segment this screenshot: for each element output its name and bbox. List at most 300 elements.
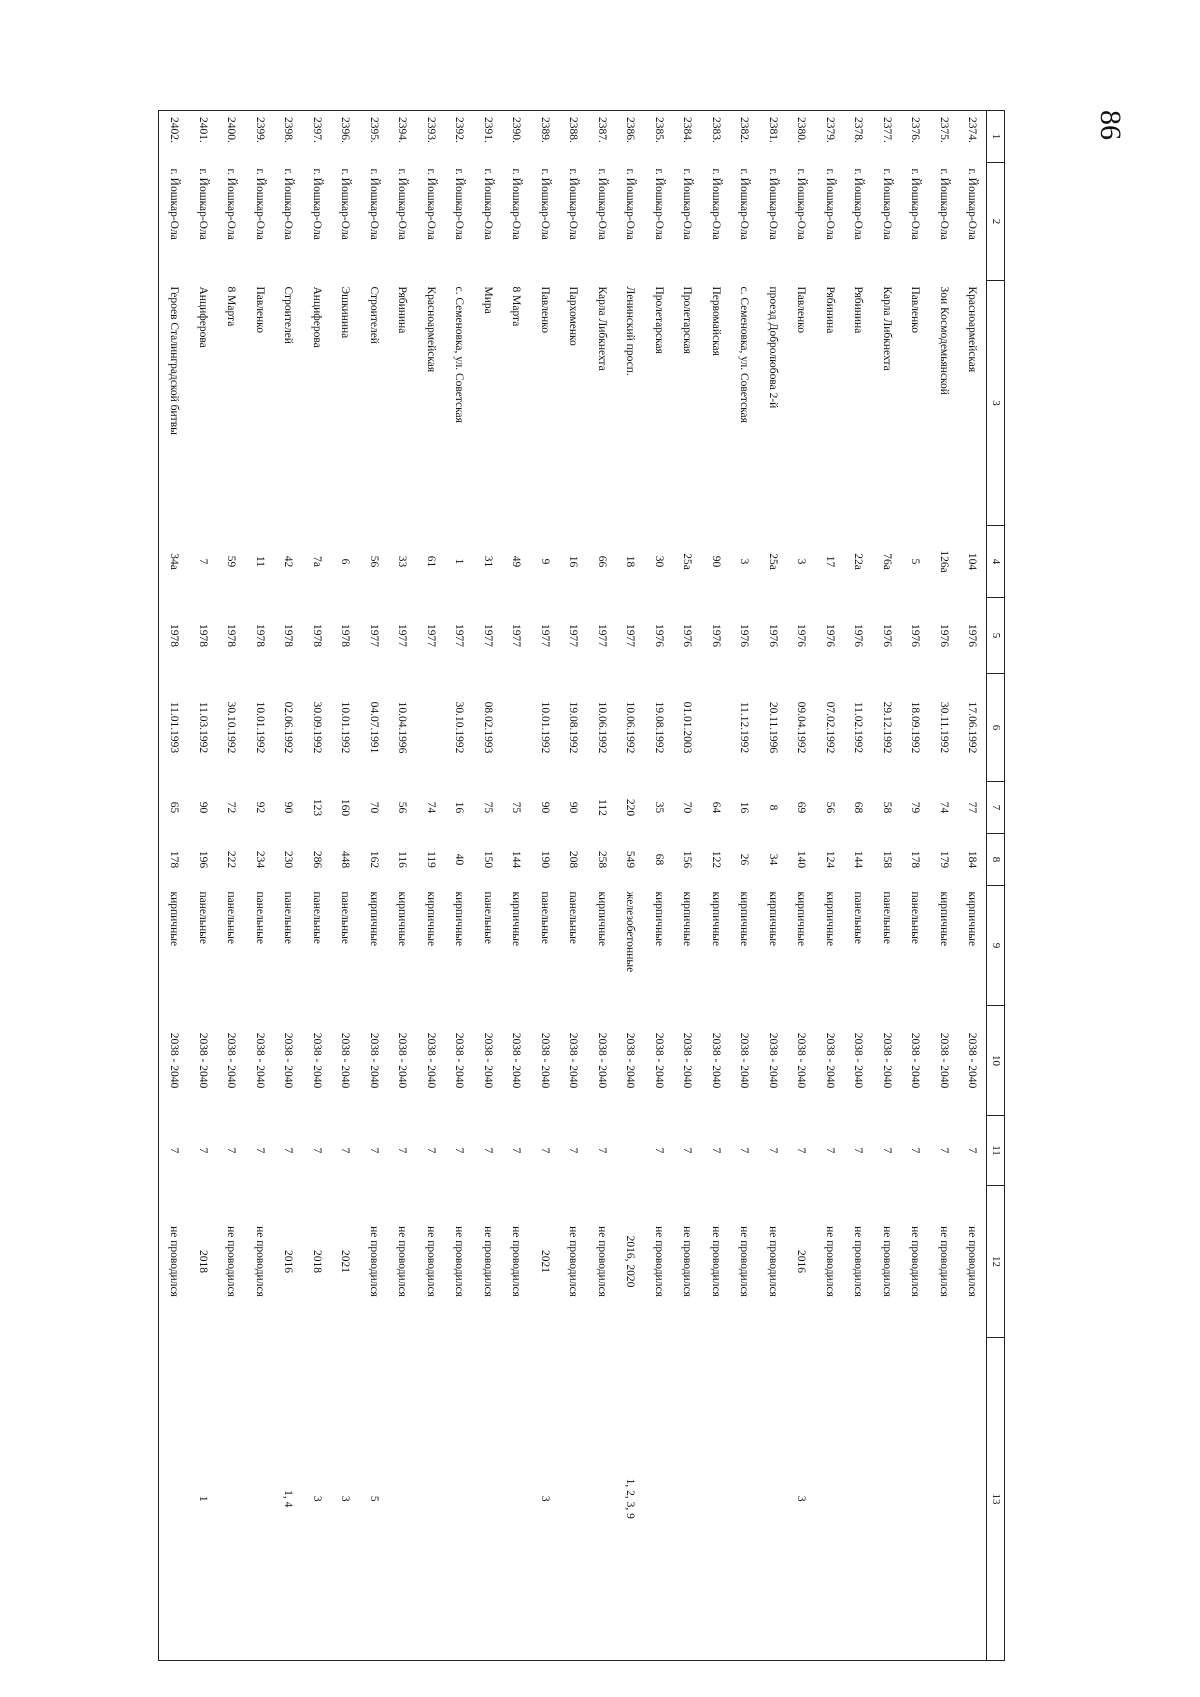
column-number-12: 12 (987, 1186, 1005, 1338)
column-number-1: 1 (987, 111, 1005, 163)
cell-value-11: 7 (310, 1147, 323, 1154)
cell-city: г. Йошкар-Ола (367, 168, 380, 240)
cell-wall-material: панельные (339, 891, 352, 944)
table-row (274, 111, 303, 1661)
cell-repair-year: не проводился (481, 1226, 494, 1297)
cell-value-8: 34 (766, 853, 779, 866)
cell-street: Рябинина (823, 286, 836, 334)
cell-row-number: 2401. (188, 111, 217, 163)
cell-date: 10.06.1992 (624, 701, 637, 754)
cell-wall-material: кирпичные (424, 891, 437, 947)
cell-city: г. Йошкар-Ола (766, 168, 779, 240)
cell-row-number: 2388. (559, 111, 588, 163)
cell-value-7: 112 (595, 799, 608, 816)
cell-row-number: 2385. (644, 111, 673, 163)
cell-house-number: 59 (225, 555, 238, 568)
cell-house-number: 49 (510, 555, 523, 568)
cell-year-built: 1977 (481, 624, 494, 647)
cell-house-number: 9 (538, 558, 551, 565)
cell-repair-year: не проводился (595, 1226, 608, 1297)
table-row (758, 111, 787, 1661)
cell-notes (559, 1338, 588, 1661)
cell-value-11: 7 (481, 1147, 494, 1154)
cell-value-11: 7 (909, 1147, 922, 1154)
cell-date: 04.07.1991 (367, 701, 380, 754)
cell-value-7: 79 (909, 801, 922, 814)
cell-date: 17.06.1992 (966, 701, 979, 754)
table-row (730, 111, 759, 1661)
cell-row-number: 2375. (929, 111, 958, 163)
table-row (359, 111, 388, 1661)
cell-year-built: 1978 (225, 624, 238, 647)
cell-year-built: 1977 (595, 624, 608, 647)
cell-value-7: 16 (453, 801, 466, 814)
cell-house-number: 22а (852, 553, 865, 570)
cell-value-7: 64 (709, 801, 722, 814)
cell-notes (758, 1338, 787, 1661)
cell-house-number: 3 (738, 558, 751, 565)
cell-row-number: 2395. (359, 111, 388, 163)
cell-notes (217, 1338, 246, 1661)
cell-wall-material: панельные (481, 891, 494, 944)
cell-period: 2038 - 2040 (538, 1032, 551, 1089)
cell-wall-material: кирпичные (367, 891, 380, 947)
cell-value-8: 158 (880, 850, 893, 869)
cell-wall-material: кирпичные (453, 891, 466, 947)
cell-value-7: 160 (339, 798, 352, 817)
table-row (159, 111, 188, 1661)
cell-row-number: 2386. (616, 111, 645, 163)
cell-row-number: 2378. (844, 111, 873, 163)
cell-repair-year: не проводился (253, 1226, 266, 1297)
cell-value-11: 7 (225, 1147, 238, 1154)
cell-period: 2038 - 2040 (852, 1032, 865, 1089)
cell-value-7: 74 (424, 801, 437, 814)
cell-value-8: 208 (567, 850, 580, 869)
cell-date: 10.01.1992 (339, 701, 352, 754)
cell-row-number: 2391. (473, 111, 502, 163)
cell-house-number: 90 (709, 555, 722, 568)
cell-value-8: 196 (196, 850, 209, 869)
cell-notes: 1, 4 (274, 1338, 303, 1661)
cell-city: г. Йошкар-Ола (595, 168, 608, 240)
cell-repair-year: 2021 (339, 1250, 352, 1273)
cell-value-8: 179 (937, 850, 950, 869)
cell-city: г. Йошкар-Ола (310, 168, 323, 240)
cell-street: Павленко (538, 286, 551, 333)
cell-wall-material: панельные (567, 891, 580, 944)
cell-notes: 3 (302, 1338, 331, 1661)
table-row (587, 111, 616, 1661)
cell-value-7: 75 (481, 801, 494, 814)
cell-street: Рябинина (396, 286, 409, 334)
cell-repair-year: не проводился (225, 1226, 238, 1297)
cell-notes (958, 1338, 987, 1661)
cell-wall-material: кирпичные (937, 891, 950, 947)
cell-street: Павленко (909, 286, 922, 333)
cell-value-11: 7 (795, 1147, 808, 1154)
cell-city: г. Йошкар-Ола (282, 168, 295, 240)
table-row (473, 111, 502, 1661)
cell-date: 11.01.1993 (159, 674, 188, 782)
cell-wall-material: панельные (538, 891, 551, 944)
cell-value-11: 7 (538, 1147, 551, 1154)
column-number-13: 13 (987, 1338, 1005, 1661)
cell-row-number: 2393. (416, 111, 445, 163)
cell-street: 8 Марта (510, 286, 523, 327)
cell-value-11: 7 (253, 1147, 266, 1154)
cell-city: г. Йошкар-Ола (681, 168, 694, 240)
cell-date: 11.03.1992 (196, 701, 209, 754)
cell-notes (445, 1338, 474, 1661)
cell-wall-material: панельные (880, 891, 893, 944)
cell-value-8: 230 (282, 850, 295, 869)
cell-date: 02.06.1992 (282, 701, 295, 754)
cell-wall-material: кирпичные (159, 886, 188, 1006)
cell-wall-material: кирпичные (709, 891, 722, 947)
cell-value-8: 178 (159, 834, 188, 886)
cell-value-11: 7 (652, 1147, 665, 1154)
cell-street: Пролетарская (681, 286, 694, 354)
table-row (188, 111, 217, 1661)
cell-wall-material: железобетонные (624, 891, 637, 973)
cell-value-7: 35 (652, 801, 665, 814)
cell-value-7: 56 (396, 801, 409, 814)
cell-repair-year: не проводился (966, 1226, 979, 1297)
cell-house-number: 34а (159, 526, 188, 598)
cell-repair-year: не проводился (367, 1226, 380, 1297)
column-number-9: 9 (987, 886, 1005, 1006)
cell-street: Пархоменко (567, 286, 580, 346)
cell-city: г. Йошкар-Ола (159, 163, 188, 281)
cell-period: 2038 - 2040 (966, 1032, 979, 1089)
cell-notes (388, 1338, 417, 1661)
cell-year-built: 1976 (652, 624, 665, 647)
cell-wall-material: кирпичные (738, 891, 751, 947)
cell-period: 2038 - 2040 (367, 1032, 380, 1089)
cell-value-7: 90 (567, 801, 580, 814)
cell-wall-material: кирпичные (510, 891, 523, 947)
cell-value-7: 75 (510, 801, 523, 814)
cell-year-built: 1978 (339, 624, 352, 647)
cell-value-11: 7 (196, 1147, 209, 1154)
cell-notes (673, 1338, 702, 1661)
cell-year-built: 1976 (880, 624, 893, 647)
cell-wall-material: кирпичные (966, 891, 979, 947)
cell-row-number: 2398. (274, 111, 303, 163)
cell-value-7: 56 (823, 801, 836, 814)
table-row (844, 111, 873, 1661)
cell-city: г. Йошкар-Ола (709, 168, 722, 240)
cell-notes (701, 1338, 730, 1661)
cell-wall-material: кирпичные (595, 891, 608, 947)
cell-value-8: 116 (396, 851, 409, 868)
cell-repair-year: не проводился (880, 1226, 893, 1297)
cell-period: 2038 - 2040 (567, 1032, 580, 1089)
cell-year-built: 1978 (253, 624, 266, 647)
cell-city: г. Йошкар-Ола (510, 168, 523, 240)
cell-date: 30.11.1992 (937, 701, 950, 754)
cell-row-number: 2377. (872, 111, 901, 163)
cell-wall-material: кирпичные (823, 891, 836, 947)
cell-period: 2038 - 2040 (453, 1032, 466, 1089)
cell-period: 2038 - 2040 (738, 1032, 751, 1089)
cell-repair-year: не проводился (510, 1226, 523, 1297)
cell-house-number: 11 (253, 555, 266, 568)
cell-value-8: 190 (538, 850, 551, 869)
cell-year-built: 1977 (453, 624, 466, 647)
cell-value-7: 8 (766, 804, 779, 811)
cell-city: г. Йошкар-Ола (624, 168, 637, 240)
cell-street: Пролетарская (652, 286, 665, 354)
table-row (787, 111, 816, 1661)
table-row (644, 111, 673, 1661)
cell-period: 2038 - 2040 (225, 1032, 238, 1089)
cell-date: 10.01.1992 (253, 701, 266, 754)
cell-house-number: 18 (624, 555, 637, 568)
cell-notes (416, 1338, 445, 1661)
cell-street: Карла Либкнехта (880, 286, 893, 371)
cell-city: г. Йошкар-Ола (538, 168, 551, 240)
cell-value-8: 122 (709, 850, 722, 869)
cell-city: г. Йошкар-Ола (196, 168, 209, 240)
cell-value-7: 16 (738, 801, 751, 814)
cell-value-11: 7 (424, 1147, 437, 1154)
cell-year-built: 1976 (795, 624, 808, 647)
cell-period: 2038 - 2040 (652, 1032, 665, 1089)
cell-value-8: 234 (253, 850, 266, 869)
cell-date: 11.12.1992 (738, 701, 751, 754)
cell-value-8: 144 (510, 850, 523, 869)
cell-date: 01.01.2003 (681, 701, 694, 754)
cell-period: 2038 - 2040 (424, 1032, 437, 1089)
cell-period: 2038 - 2040 (481, 1032, 494, 1089)
cell-repair-year: не проводился (424, 1226, 437, 1297)
cell-value-8: 124 (823, 850, 836, 869)
cell-date: 20.11.1996 (766, 701, 779, 754)
column-number-row (987, 111, 1005, 1661)
cell-city: г. Йошкар-Ола (339, 168, 352, 240)
cell-value-8: 178 (909, 850, 922, 869)
cell-house-number: 25а (681, 553, 694, 570)
cell-street: Первомайская (709, 286, 722, 356)
table-body (159, 111, 987, 1661)
cell-house-number: 7а (310, 556, 323, 567)
cell-row-number: 2402. (159, 111, 188, 163)
cell-city: г. Йошкар-Ола (481, 168, 494, 240)
cell-repair-year: 2016 (795, 1250, 808, 1273)
cell-period: 2038 - 2040 (510, 1032, 523, 1089)
cell-notes: 1, 2, 3, 9 (616, 1338, 645, 1661)
cell-period: 2038 - 2040 (681, 1032, 694, 1089)
cell-value-8: 68 (652, 853, 665, 866)
column-number-5: 5 (987, 598, 1005, 674)
cell-value-8: 286 (310, 850, 323, 869)
cell-house-number: 56 (367, 555, 380, 568)
cell-house-number: 30 (652, 555, 665, 568)
cell-notes (159, 1338, 188, 1661)
cell-value-11 (616, 1116, 645, 1186)
cell-row-number: 2399. (245, 111, 274, 163)
table-row (502, 111, 531, 1661)
cell-date (416, 674, 445, 782)
cell-city: г. Йошкар-Ола (852, 168, 865, 240)
cell-value-8: 119 (424, 851, 437, 868)
cell-value-11: 7 (709, 1147, 722, 1154)
cell-value-11: 7 (880, 1147, 893, 1154)
cell-street: Карла Либкнехта (595, 286, 608, 371)
cell-city: г. Йошкар-Ола (909, 168, 922, 240)
cell-notes: 1 (188, 1338, 217, 1661)
cell-period: 2038 - 2040 (310, 1032, 323, 1089)
cell-notes (844, 1338, 873, 1661)
cell-value-7: 92 (253, 801, 266, 814)
cell-row-number: 2389. (530, 111, 559, 163)
table-row (245, 111, 274, 1661)
cell-date: 29.12.1992 (880, 701, 893, 754)
cell-row-number: 2381. (758, 111, 787, 163)
cell-city: г. Йошкар-Ола (738, 168, 751, 240)
cell-house-number: 7 (196, 558, 209, 565)
cell-period: 2038 - 2040 (709, 1032, 722, 1089)
cell-house-number: 25а (766, 553, 779, 570)
cell-wall-material: панельные (310, 891, 323, 944)
cell-wall-material: панельные (225, 891, 238, 944)
table-row (901, 111, 930, 1661)
cell-city: г. Йошкар-Ола (823, 168, 836, 240)
cell-repair-year: не проводился (709, 1226, 722, 1297)
cell-wall-material: кирпичные (766, 891, 779, 947)
cell-row-number: 2390. (502, 111, 531, 163)
cell-value-11: 7 (567, 1147, 580, 1154)
cell-notes (473, 1338, 502, 1661)
cell-date: 11.02.1992 (852, 701, 865, 754)
housing-table (159, 110, 1006, 1661)
cell-value-8: 549 (624, 850, 637, 869)
cell-street: Ленинский просп. (624, 286, 637, 376)
cell-repair-year: 2016, 2020 (624, 1235, 637, 1288)
cell-row-number: 2397. (302, 111, 331, 163)
cell-year-built: 1977 (538, 624, 551, 647)
table-row (217, 111, 246, 1661)
cell-year-built: 1977 (424, 624, 437, 647)
cell-house-number: 6 (339, 558, 352, 565)
cell-year-built: 1976 (909, 624, 922, 647)
cell-period: 2038 - 2040 (253, 1032, 266, 1089)
table-row (929, 111, 958, 1661)
cell-value-11: 7 (966, 1147, 979, 1154)
cell-wall-material: панельные (253, 891, 266, 944)
column-number-6: 6 (987, 674, 1005, 782)
cell-value-8: 26 (738, 853, 751, 866)
cell-value-7: 77 (966, 801, 979, 814)
cell-date (502, 674, 531, 782)
cell-notes: 5 (359, 1338, 388, 1661)
table-row (673, 111, 702, 1661)
cell-row-number: 2374. (958, 111, 987, 163)
cell-value-7: 74 (937, 801, 950, 814)
cell-value-7: 58 (880, 801, 893, 814)
cell-period: 2038 - 2040 (909, 1032, 922, 1089)
cell-row-number: 2392. (445, 111, 474, 163)
cell-repair-year: не проводился (681, 1226, 694, 1297)
cell-year-built: 1976 (681, 624, 694, 647)
cell-notes: 3 (787, 1338, 816, 1661)
cell-row-number: 2394. (388, 111, 417, 163)
cell-period: 2038 - 2040 (339, 1032, 352, 1089)
column-number-8: 8 (987, 834, 1005, 886)
cell-year-built: 1978 (310, 624, 323, 647)
cell-street: Павленко (795, 286, 808, 333)
cell-city: г. Йошкар-Ола (567, 168, 580, 240)
cell-date: 10.04.1996 (396, 701, 409, 754)
cell-street: 8 Марта (225, 286, 238, 327)
cell-date: 08.02.1993 (481, 701, 494, 754)
cell-value-7: 90 (196, 801, 209, 814)
cell-year-built: 1976 (738, 624, 751, 647)
table-row (530, 111, 559, 1661)
cell-city: г. Йошкар-Ола (795, 168, 808, 240)
cell-city: г. Йошкар-Ола (253, 168, 266, 240)
cell-repair-year: не проводился (567, 1226, 580, 1297)
cell-period: 2038 - 2040 (624, 1032, 637, 1089)
cell-wall-material: кирпичные (681, 891, 694, 947)
cell-date: 30.10.1992 (453, 701, 466, 754)
cell-period: 2038 - 2040 (823, 1032, 836, 1089)
column-number-4: 4 (987, 526, 1005, 598)
cell-notes (245, 1338, 274, 1661)
cell-value-7: 69 (795, 801, 808, 814)
cell-street: Красноармейская (424, 286, 437, 373)
cell-row-number: 2380. (787, 111, 816, 163)
cell-city: г. Йошкар-Ола (424, 168, 437, 240)
cell-value-8: 150 (481, 850, 494, 869)
cell-street: проезд Добролюбова 2-й (766, 286, 779, 409)
cell-wall-material: панельные (282, 891, 295, 944)
cell-value-11: 7 (339, 1147, 352, 1154)
cell-notes (644, 1338, 673, 1661)
cell-value-8: 156 (681, 850, 694, 869)
cell-repair-year: не проводился (852, 1226, 865, 1297)
cell-street: Анциферова (196, 286, 209, 348)
cell-date (701, 674, 730, 782)
cell-period: 2038 - 2040 (159, 1006, 188, 1116)
cell-value-8: 40 (453, 853, 466, 866)
cell-street: Героев Сталинградской битвы (159, 281, 188, 526)
cell-house-number: 16 (567, 555, 580, 568)
cell-value-7: 68 (852, 801, 865, 814)
cell-value-7: 72 (225, 801, 238, 814)
cell-notes (587, 1338, 616, 1661)
cell-repair-year: не проводился (159, 1186, 188, 1338)
cell-year-built: 1976 (852, 624, 865, 647)
cell-house-number: 76а (880, 553, 893, 570)
cell-date: 19.08.1992 (652, 701, 665, 754)
cell-value-11: 7 (852, 1147, 865, 1154)
cell-row-number: 2382. (730, 111, 759, 163)
cell-value-11: 7 (159, 1116, 188, 1186)
cell-street: Красноармейская (966, 286, 979, 373)
cell-repair-year: 2018 (196, 1250, 209, 1273)
cell-value-8: 140 (795, 850, 808, 869)
cell-wall-material: панельные (196, 891, 209, 944)
cell-value-8: 184 (966, 850, 979, 869)
cell-value-8: 222 (225, 850, 238, 869)
cell-period: 2038 - 2040 (880, 1032, 893, 1089)
cell-street: Эшкинина (339, 286, 352, 339)
cell-year-built: 1977 (510, 624, 523, 647)
page-number: 86 (1094, 110, 1127, 140)
